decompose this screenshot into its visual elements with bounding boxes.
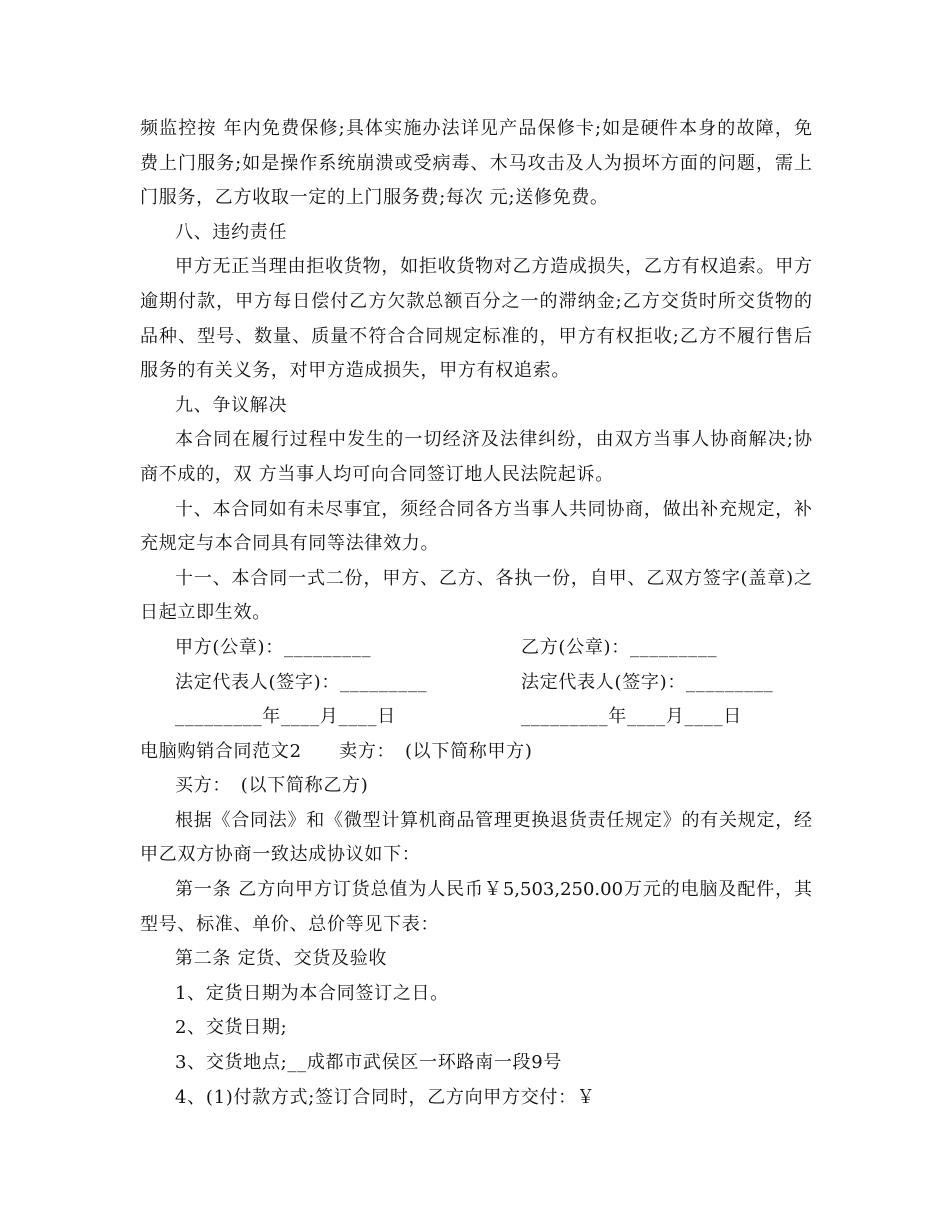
paragraph-line: 型号、标准、单价、总价等见下表： bbox=[140, 913, 440, 935]
article-two-heading: 第二条 定货、交货及验收 bbox=[175, 948, 388, 970]
article-one-line: 第一条 乙方向甲方订货总值为人民币￥5,503,250.00万元的电脑及配件，其 bbox=[175, 879, 812, 901]
list-item: 3、交货地点;__成都市武侯区一环路南一段9号 bbox=[175, 1052, 563, 1074]
party-a-representative-field: 法定代表人(签字)：_________ bbox=[175, 671, 428, 693]
buyer-line: 买方： (以下简称乙方) bbox=[175, 775, 369, 797]
paragraph-line: 频监控按 年内免费保修;具体实施办法详见产品保修卡;如是硬件本身的故障，免 bbox=[140, 118, 812, 139]
party-a-seal-field: 甲方(公章)：_________ bbox=[175, 636, 372, 658]
list-item: 2、交货日期; bbox=[175, 1017, 288, 1039]
contract2-title-line: 电脑购销合同范文2 卖方： (以下简称甲方) bbox=[140, 740, 533, 762]
paragraph-line: 商不成的，双 方当事人均可向合同签订地人民法院起诉。 bbox=[140, 463, 614, 485]
paragraph-line: 本合同在履行过程中发生的一切经济及法律纠纷，由双方当事人协商解决;协 bbox=[175, 429, 812, 451]
paragraph-line: 品种、型号、数量、质量不符合合同规定标准的，甲方有权拒收;乙方不履行售后 bbox=[140, 325, 812, 347]
paragraph-line: 逾期付款，甲方每日偿付乙方欠款总额百分之一的滞纳金;乙方交货时所交货物的 bbox=[140, 290, 812, 312]
paragraph-line: 甲乙双方协商一致达成协议如下： bbox=[140, 844, 421, 866]
paragraph-line: 甲方无正当理由拒收货物，如拒收货物对乙方造成损失，乙方有权追索。甲方 bbox=[175, 256, 812, 278]
paragraph-line: 根据《合同法》和《微型计算机商品管理更换退货责任规定》的有关规定，经 bbox=[175, 809, 812, 831]
section-heading-dispute: 九、争议解决 bbox=[175, 394, 288, 416]
paragraph-line: 费上门服务;如是操作系统崩溃或受病毒、木马攻击及人为损坏方面的问题，需上 bbox=[140, 152, 812, 174]
party-b-date-field: _________年____月____日 bbox=[521, 706, 742, 728]
signature-seal-row bbox=[140, 631, 812, 666]
document-page bbox=[140, 112, 812, 1115]
party-b-representative-field: 法定代表人(签字)：_________ bbox=[521, 671, 774, 693]
section-heading-breach: 八、违约责任 bbox=[175, 221, 288, 243]
party-a-date-field: _________年____月____日 bbox=[175, 706, 396, 728]
signature-representative-row bbox=[140, 666, 812, 701]
paragraph-line: 服务的有关义务，对甲方造成损失，甲方有权追索。 bbox=[140, 360, 571, 382]
party-b-seal-field: 乙方(公章)：_________ bbox=[521, 636, 718, 658]
list-item: 4、(1)付款方式;签订合同时，乙方向甲方交付：￥ bbox=[175, 1086, 596, 1108]
list-item: 1、定货日期为本合同签订之日。 bbox=[175, 982, 449, 1004]
paragraph-line: 门服务，乙方收取一定的上门服务费;每次 元;送修免费。 bbox=[140, 187, 609, 209]
paragraph-line: 充规定与本合同具有同等法律效力。 bbox=[140, 533, 440, 555]
signature-date-row bbox=[140, 700, 812, 735]
paragraph-line: 日起立即生效。 bbox=[140, 602, 271, 624]
paragraph-line: 十、本合同如有未尽事宜，须经合同各方当事人共同协商，做出补充规定，补 bbox=[175, 498, 812, 520]
paragraph-line: 十一、本合同一式二份，甲方、乙方、各执一份，自甲、乙双方签字(盖章)之 bbox=[175, 567, 812, 589]
